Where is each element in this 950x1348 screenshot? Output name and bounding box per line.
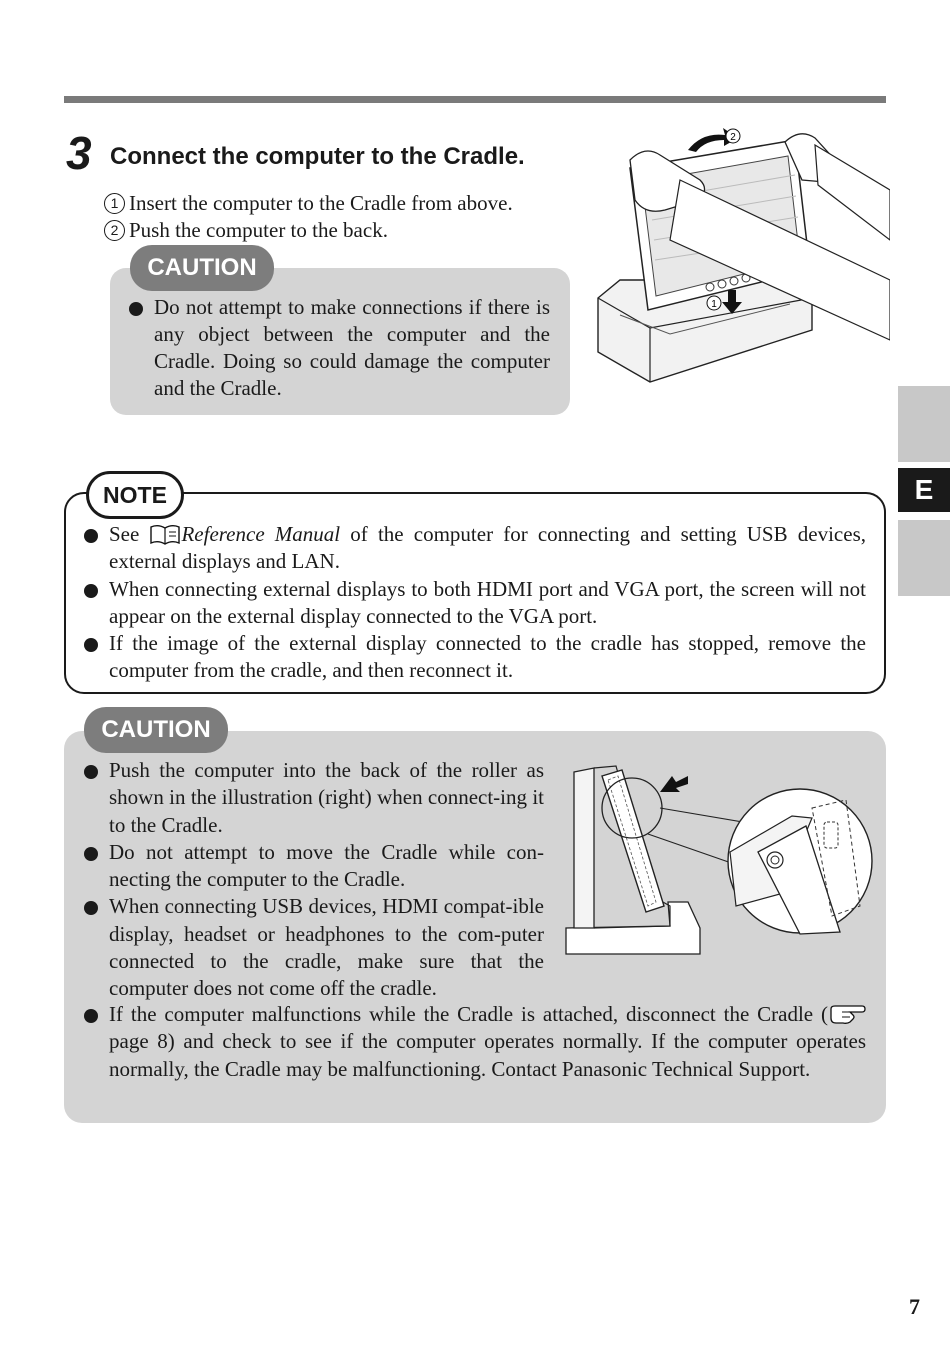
- step-title: Connect the computer to the Cradle.: [110, 143, 525, 170]
- caution-item-4: [82, 1001, 866, 1083]
- caution-item-3: When connecting USB devices, HDMI compat-ible display, headset or headphones to the com-puter connected to the cradle, make sure that the computer does not come off the cradle.: [82, 893, 544, 1002]
- caution-text-list: [127, 294, 550, 402]
- substep-text: Push the computer to the back.: [129, 218, 388, 242]
- substep-marker: 2: [104, 220, 125, 241]
- note-item-3: If the image of the external display connected to the cradle has stopped, remove the computer from the cradle, and then reconnect it.: [82, 630, 866, 685]
- caution-handling-list-top: [82, 757, 544, 1003]
- reference-manual-title: Reference Manual: [181, 522, 341, 546]
- caution-item: Do not attempt to make connections if there is any object between the computer and the Cradle. Doing so could damage the computer and the Cradle.: [127, 294, 550, 402]
- side-tab-upper: [898, 386, 950, 462]
- caution-label: CAUTION: [130, 245, 274, 291]
- caution-item-1: Push the computer into the back of the roller as shown in the illustration (right) when connect-ing it to the Cradle.: [82, 757, 544, 839]
- roller-detail-illustration: [560, 756, 880, 962]
- book-icon: [149, 523, 181, 545]
- callout-1: 1: [711, 299, 717, 310]
- substep-marker: 1: [104, 193, 125, 214]
- substep-2: [104, 217, 513, 244]
- page-number: 7: [909, 1294, 920, 1319]
- step-number: 3: [66, 127, 92, 179]
- cradle-insertion-illustration: [590, 120, 890, 390]
- note-item-1: [82, 521, 866, 576]
- note-item-2: When connecting external displays to both HDMI port and VGA port, the screen will not appear on the external display connected to the VGA port.: [82, 576, 866, 631]
- caution-handling-list-bottom: [82, 1001, 866, 1083]
- note-list: [82, 521, 866, 685]
- caution-label: CAUTION: [84, 707, 228, 753]
- note-item-1-pre: See: [109, 522, 140, 546]
- substep-text: Insert the computer to the Cradle from above.: [129, 191, 513, 215]
- note-label: NOTE: [86, 471, 184, 519]
- side-tab-language: E: [898, 468, 950, 512]
- caution-item-2: Do not attempt to move the Cradle while con-necting the computer to the Cradle.: [82, 839, 544, 894]
- caution-item-4-post: page 8) and check to see if the computer operates normally. If the computer operates normally, the Cradle may be malfunctioning. Contact Panasonic Technical Support.: [109, 1029, 866, 1081]
- substep-1: [104, 190, 513, 217]
- side-tab-lower: [898, 520, 950, 596]
- note-item-1-post: of the computer for connecting and setting USB devices, external displays and LAN.: [109, 522, 866, 574]
- substep-list: [104, 190, 513, 244]
- caution-item-4-pre: If the computer malfunctions while the Cradle is attached, disconnect the Cradle (: [109, 1002, 828, 1026]
- pointing-hand-icon: [828, 1003, 866, 1025]
- top-rule: [64, 96, 886, 103]
- callout-2: 2: [730, 132, 736, 143]
